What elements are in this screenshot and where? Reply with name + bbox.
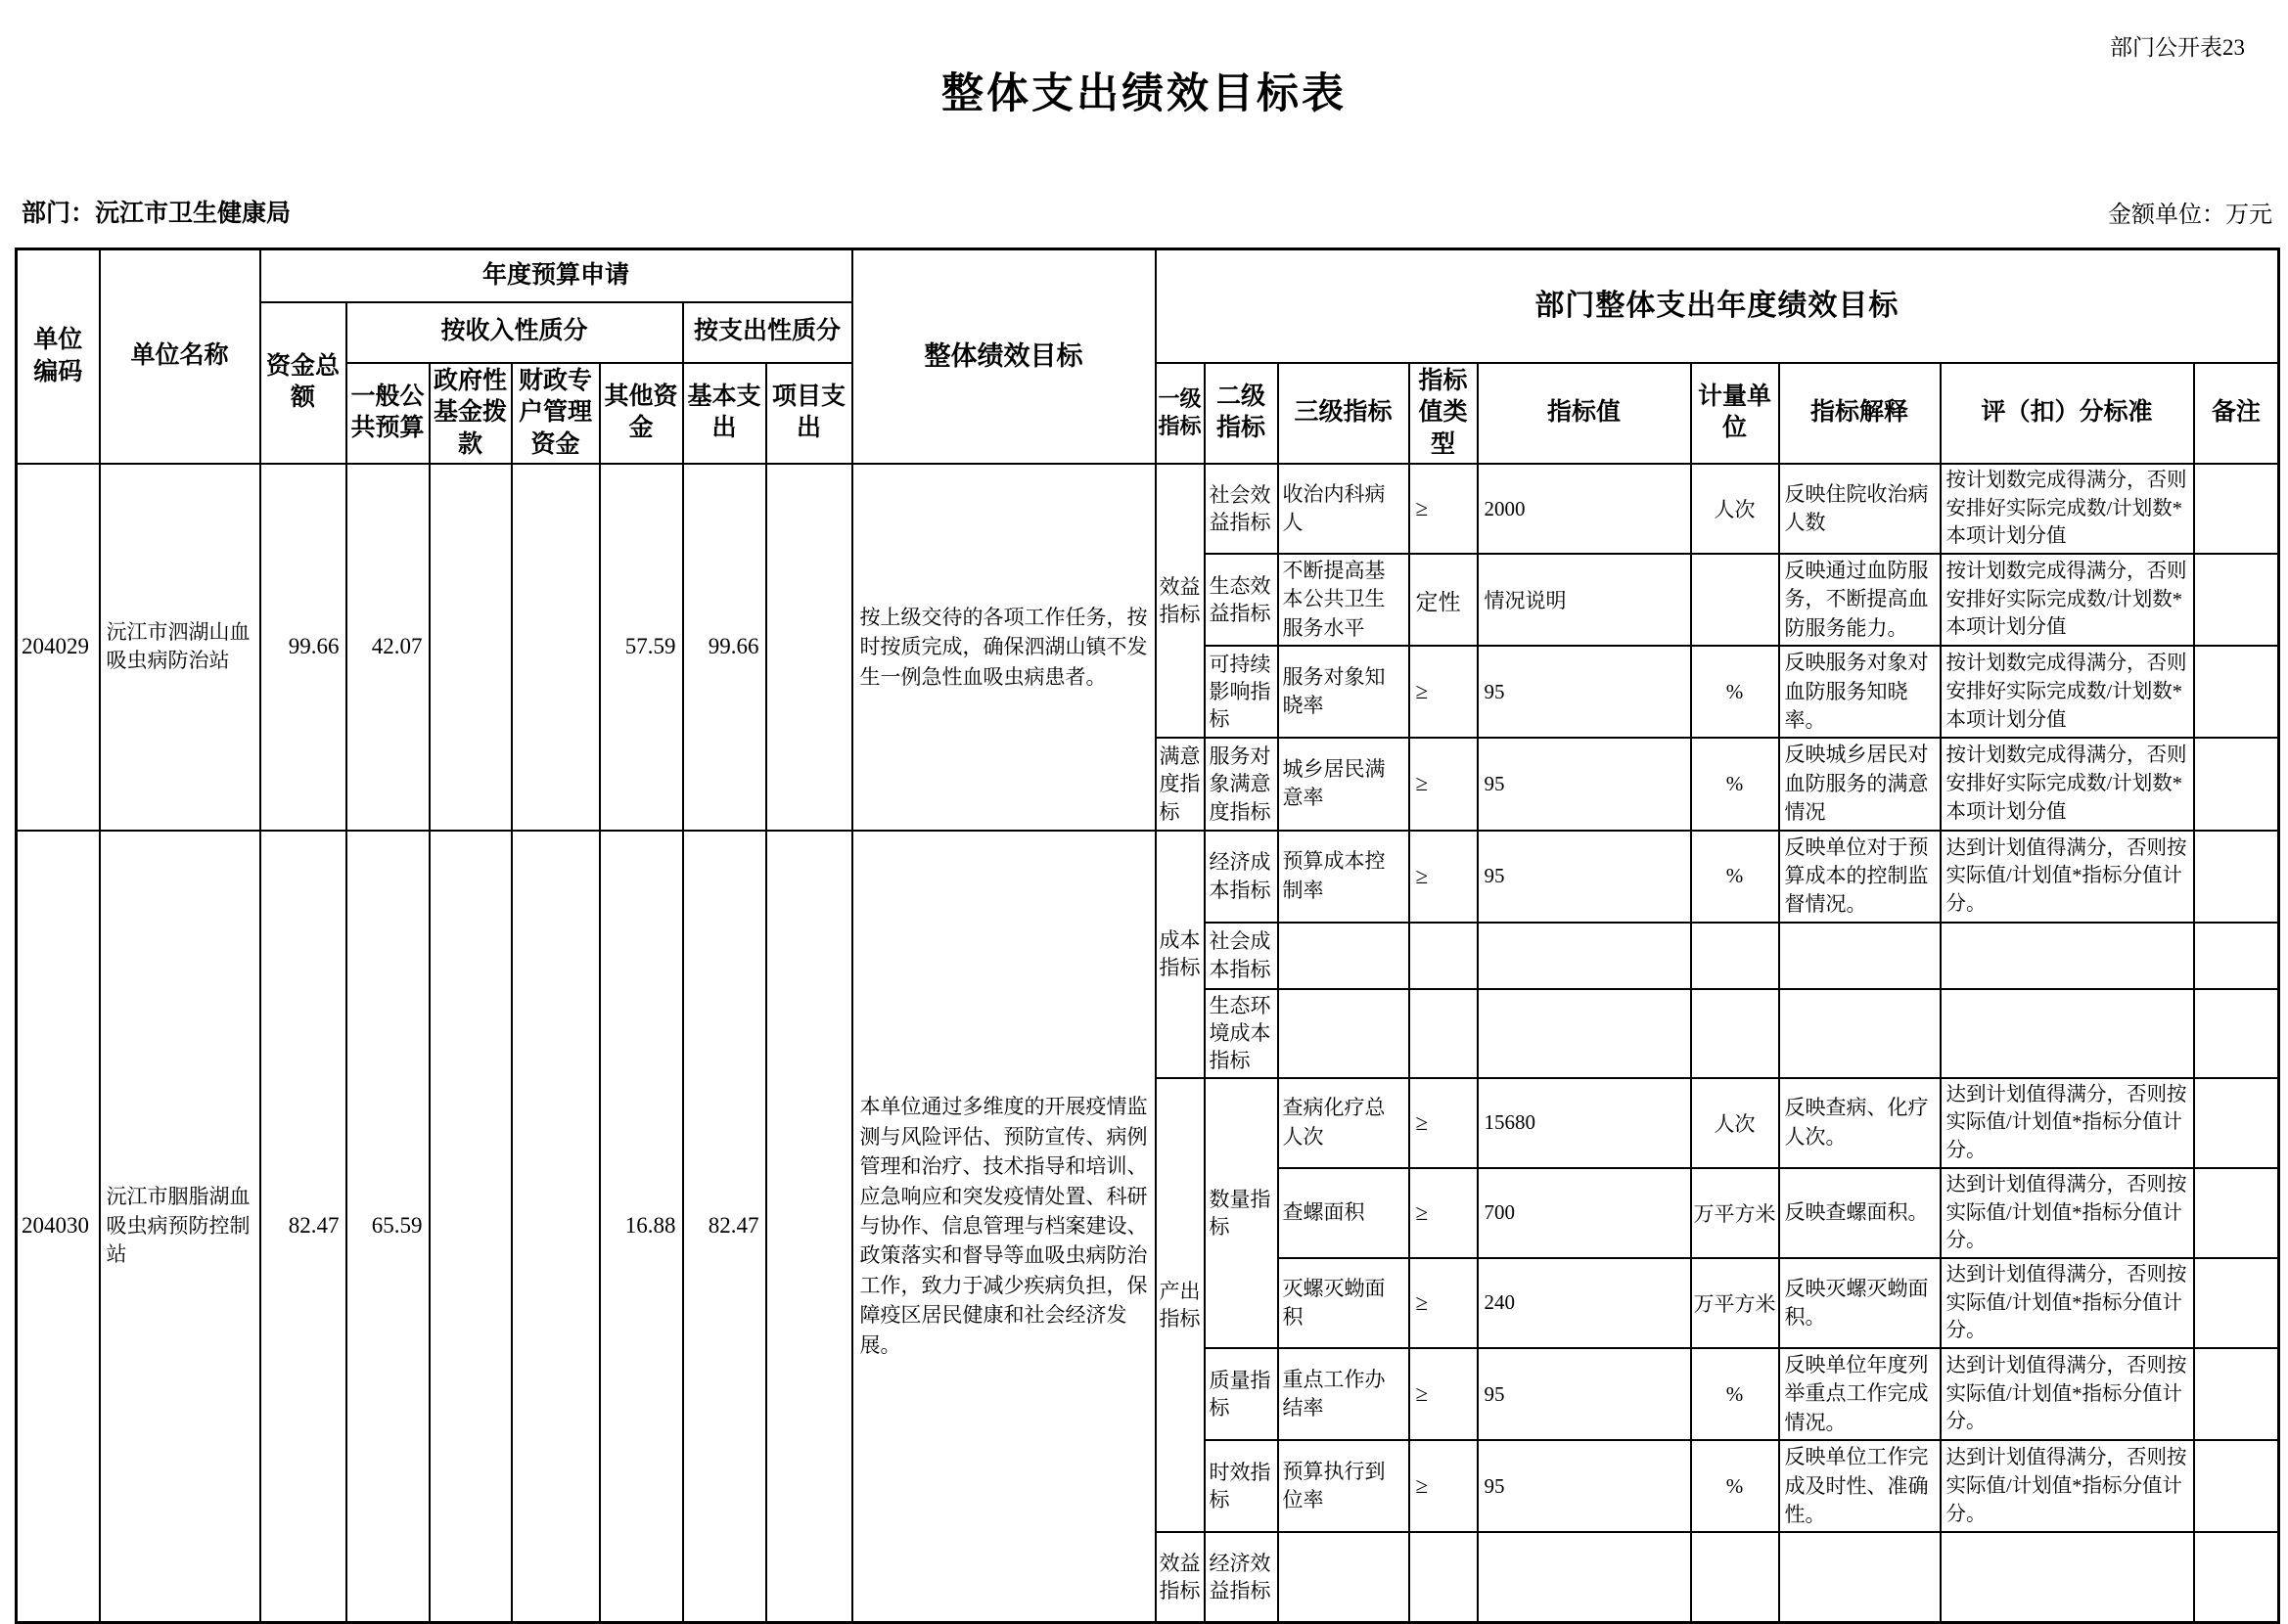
unit1-r1-level2: 社会效益指标	[1205, 464, 1278, 554]
unit1-r1-remark	[2194, 464, 2279, 554]
unit2-r4-remark	[2194, 1078, 2279, 1168]
unit1-r3-value: 95	[1478, 646, 1691, 738]
unit1-level1-satisfaction-cell: 满意度指标	[1156, 738, 1205, 830]
unit2-r6-value-type: ≥	[1409, 1258, 1478, 1348]
performance-target-table	[15, 248, 2280, 1624]
unit2-r9-explanation	[1779, 1532, 1941, 1622]
unit2-r5-scoring: 达到计划值得满分，否则按实际值/计划值*指标分值计分。	[1941, 1168, 2194, 1258]
unit1-total-cell: 99.66	[260, 464, 346, 831]
header-explanation: 指标解释	[1779, 363, 1941, 465]
unit2-r3-remark	[2194, 989, 2279, 1078]
unit2-r8-value-type: ≥	[1409, 1440, 1478, 1532]
unit1-code-cell: 204029	[17, 464, 100, 831]
header-unit-code: 单位编码	[17, 249, 100, 465]
unit1-fiscal-account-cell	[512, 464, 600, 831]
unit2-r4-level3: 查病化疗总人次	[1278, 1078, 1409, 1168]
unit1-r2-unit	[1691, 554, 1779, 646]
unit2-r2-remark	[2194, 923, 2279, 989]
unit2-r9-value-type	[1409, 1532, 1478, 1622]
header-fiscal-account: 财政专户管理资金	[512, 363, 600, 465]
unit1-general-public-cell: 42.07	[346, 464, 430, 831]
header-by-income: 按收入性质分	[346, 302, 683, 363]
unit1-other-cell: 57.59	[600, 464, 683, 831]
unit2-r4-explanation: 反映查病、化疗人次。	[1779, 1078, 1941, 1168]
unit2-r9-unit	[1691, 1532, 1779, 1622]
unit2-project-cell	[766, 831, 852, 1623]
unit1-r1-value: 2000	[1478, 464, 1691, 554]
unit1-r3-value-type: ≥	[1409, 646, 1478, 738]
unit2-r3-unit	[1691, 989, 1779, 1078]
unit2-r2-value	[1478, 923, 1691, 989]
unit1-r4-remark	[2194, 738, 2279, 830]
header-unit-name: 单位名称	[100, 249, 260, 465]
unit2-r2-level3	[1278, 923, 1409, 989]
unit2-r7-level3: 重点工作办结率	[1278, 1348, 1409, 1440]
unit2-r1-value-type: ≥	[1409, 831, 1478, 923]
header-general-public-budget: 一般公共预算	[346, 363, 430, 465]
unit2-basic-cell: 82.47	[683, 831, 766, 1623]
unit1-r3-scoring: 按计划数完成得满分，否则安排好实际完成数/计划数*本项计划分值	[1941, 646, 2194, 738]
unit2-r7-explanation: 反映单位年度列举重点工作完成情况。	[1779, 1348, 1941, 1440]
unit1-r4-unit: %	[1691, 738, 1779, 830]
meta-line	[22, 194, 2272, 229]
unit2-r9-value	[1478, 1532, 1691, 1622]
unit2-r3-scoring	[1941, 989, 2194, 1078]
unit2-r8-scoring: 达到计划值得满分，否则按实际值/计划值*指标分值计分。	[1941, 1440, 2194, 1532]
unit2-r1-unit: %	[1691, 831, 1779, 923]
unit2-r9-level2: 经济效益指标	[1205, 1532, 1278, 1622]
unit1-name-cell: 沅江市泗湖山血吸虫病防治站	[100, 464, 260, 831]
unit1-gov-fund-cell	[430, 464, 512, 831]
header-by-expenditure: 按支出性质分	[683, 302, 852, 363]
unit2-r6-explanation: 反映灭螺灭蚴面积。	[1779, 1258, 1941, 1348]
unit2-r5-explanation: 反映查螺面积。	[1779, 1168, 1941, 1258]
unit1-r3-level2: 可持续影响指标	[1205, 646, 1278, 738]
doc-number-label: 部门公开表23	[2110, 35, 2245, 60]
unit2-r6-value: 240	[1478, 1258, 1691, 1348]
unit2-r8-level3: 预算执行到位率	[1278, 1440, 1409, 1532]
unit2-r5-value: 700	[1478, 1168, 1691, 1258]
unit1-r1-explanation: 反映住院收治病人数	[1779, 464, 1941, 554]
unit1-r1-value-type: ≥	[1409, 464, 1478, 554]
unit2-level1-cost-cell: 成本指标	[1156, 831, 1205, 1078]
header-total-funds: 资金总额	[260, 302, 346, 465]
unit2-code-cell: 204030	[17, 831, 100, 1623]
header-value: 指标值	[1478, 363, 1691, 465]
unit2-r8-remark	[2194, 1440, 2279, 1532]
unit2-r3-value-type	[1409, 989, 1478, 1078]
unit2-r5-value-type: ≥	[1409, 1168, 1478, 1258]
unit2-r7-level2: 质量指标	[1205, 1348, 1278, 1440]
unit2-overall-target-cell: 本单位通过多维度的开展疫情监测与风险评估、预防宣传、病例管理和治疗、技术指导和培训、应急响应和突发疫情处置、科研与协作、信息管理与档案建设、政策落实和督导等血吸虫病防治工作，致力于减少疾病负担，保障疫区居民健康和社会经济发展。	[852, 831, 1156, 1623]
page-title: 整体支出绩效目标表	[941, 71, 1347, 117]
unit1-r2-value-type: 定性	[1409, 554, 1478, 646]
unit2-r6-level3: 灭螺灭蚴面积	[1278, 1258, 1409, 1348]
unit2-r8-level2: 时效指标	[1205, 1440, 1278, 1532]
header-remark: 备注	[2194, 363, 2279, 465]
header-dept-annual-target: 部门整体支出年度绩效目标	[1156, 249, 2279, 363]
unit1-r2-level2: 生态效益指标	[1205, 554, 1278, 646]
unit2-r7-scoring: 达到计划值得满分，否则按实际值/计划值*指标分值计分。	[1941, 1348, 2194, 1440]
unit2-level2-quantity-cell: 数量指标	[1205, 1078, 1278, 1348]
unit2-r1-level2: 经济成本指标	[1205, 831, 1278, 923]
unit2-other-cell: 16.88	[600, 831, 683, 1623]
unit1-r3-level3: 服务对象知晓率	[1278, 646, 1409, 738]
unit2-gov-fund-cell	[430, 831, 512, 1623]
unit2-total-cell: 82.47	[260, 831, 346, 1623]
unit1-project-cell	[766, 464, 852, 831]
header-measure-unit: 计量单位	[1691, 363, 1779, 465]
unit2-r6-scoring: 达到计划值得满分，否则按实际值/计划值*指标分值计分。	[1941, 1258, 2194, 1348]
unit2-r4-value-type: ≥	[1409, 1078, 1478, 1168]
unit2-r2-value-type	[1409, 923, 1478, 989]
unit2-r1-remark	[2194, 831, 2279, 923]
unit2-r5-level3: 查螺面积	[1278, 1168, 1409, 1258]
unit2-r2-scoring	[1941, 923, 2194, 989]
department-label: 部门：沅江市卫生健康局	[22, 201, 292, 227]
unit2-r1-value: 95	[1478, 831, 1691, 923]
unit1-r1-scoring: 按计划数完成得满分，否则安排好实际完成数/计划数*本项计划分值	[1941, 464, 2194, 554]
unit2-r5-unit: 万平方米	[1691, 1168, 1779, 1258]
unit2-r3-level2: 生态环境成本指标	[1205, 989, 1278, 1078]
unit2-r2-explanation	[1779, 923, 1941, 989]
header-level2: 二级指标	[1205, 363, 1278, 465]
unit1-r1-level3: 收治内科病人	[1278, 464, 1409, 554]
unit2-level1-output-cell: 产出指标	[1156, 1078, 1205, 1533]
amount-unit-label: 金额单位：万元	[2108, 203, 2272, 228]
unit2-r9-scoring	[1941, 1532, 2194, 1622]
unit2-fiscal-account-cell	[512, 831, 600, 1623]
unit1-r2-explanation: 反映通过血防服务，不断提高血防服务能力。	[1779, 554, 1941, 646]
header-other-funds: 其他资金	[600, 363, 683, 465]
unit2-r8-value: 95	[1478, 1440, 1691, 1532]
unit1-r4-value-type: ≥	[1409, 738, 1478, 830]
unit1-r4-value: 95	[1478, 738, 1691, 830]
unit2-general-public-cell: 65.59	[346, 831, 430, 1623]
unit1-level1-benefit-cell: 效益指标	[1156, 464, 1205, 738]
unit2-r1-level3: 预算成本控制率	[1278, 831, 1409, 923]
unit1-r2-scoring: 按计划数完成得满分，否则安排好实际完成数/计划数*本项计划分值	[1941, 554, 2194, 646]
unit2-r4-scoring: 达到计划值得满分，否则按实际值/计划值*指标分值计分。	[1941, 1078, 2194, 1168]
unit2-r6-remark	[2194, 1258, 2279, 1348]
header-annual-budget: 年度预算申请	[260, 249, 852, 302]
unit2-r3-explanation	[1779, 989, 1941, 1078]
unit2-r1-explanation: 反映单位对于预算成本的控制监督情况。	[1779, 831, 1941, 923]
unit2-r8-unit: %	[1691, 1440, 1779, 1532]
unit2-r4-unit: 人次	[1691, 1078, 1779, 1168]
unit2-r1-scoring: 达到计划值得满分，否则按实际值/计划值*指标分值计分。	[1941, 831, 2194, 923]
header-level1: 一级指标	[1156, 363, 1205, 465]
unit1-r4-level2: 服务对象满意度指标	[1205, 738, 1278, 830]
unit1-r2-level3: 不断提高基本公共卫生服务水平	[1278, 554, 1409, 646]
unit1-r4-explanation: 反映城乡居民对血防服务的满意情况	[1779, 738, 1941, 830]
unit1-r4-scoring: 按计划数完成得满分，否则安排好实际完成数/计划数*本项计划分值	[1941, 738, 2194, 830]
unit1-r2-value: 情况说明	[1478, 554, 1691, 646]
unit2-r8-explanation: 反映单位工作完成及时性、准确性。	[1779, 1440, 1941, 1532]
unit2-r7-unit: %	[1691, 1348, 1779, 1440]
header-level3: 三级指标	[1278, 363, 1409, 465]
unit1-overall-target-cell: 按上级交待的各项工作任务，按时按质完成，确保泗湖山镇不发生一例急性血吸虫病患者。	[852, 464, 1156, 831]
header-overall-target: 整体绩效目标	[852, 249, 1156, 465]
unit2-r6-unit: 万平方米	[1691, 1258, 1779, 1348]
unit1-r1-unit: 人次	[1691, 464, 1779, 554]
unit1-r3-unit: %	[1691, 646, 1779, 738]
unit2-r9-level3	[1278, 1532, 1409, 1622]
unit1-basic-cell: 99.66	[683, 464, 766, 831]
header-gov-fund: 政府性基金拨款	[430, 363, 512, 465]
unit2-r5-remark	[2194, 1168, 2279, 1258]
unit2-r9-remark	[2194, 1532, 2279, 1622]
unit2-name-cell: 沅江市胭脂湖血吸虫病预防控制站	[100, 831, 260, 1623]
header-value-type: 指标值类型	[1409, 363, 1478, 465]
unit2-r7-remark	[2194, 1348, 2279, 1440]
header-project-expenditure: 项目支出	[766, 363, 852, 465]
unit2-r2-unit	[1691, 923, 1779, 989]
unit2-r3-level3	[1278, 989, 1409, 1078]
unit1-r3-remark	[2194, 646, 2279, 738]
unit2-r7-value-type: ≥	[1409, 1348, 1478, 1440]
unit1-r2-remark	[2194, 554, 2279, 646]
unit2-r3-value	[1478, 989, 1691, 1078]
unit1-r4-level3: 城乡居民满意率	[1278, 738, 1409, 830]
unit2-r4-value: 15680	[1478, 1078, 1691, 1168]
unit1-r3-explanation: 反映服务对象对血防服务知晓率。	[1779, 646, 1941, 738]
header-scoring: 评（扣）分标准	[1941, 363, 2194, 465]
unit2-level1-benefit-cell: 效益指标	[1156, 1532, 1205, 1622]
header-basic-expenditure: 基本支出	[683, 363, 766, 465]
unit2-r7-value: 95	[1478, 1348, 1691, 1440]
unit2-r2-level2: 社会成本指标	[1205, 923, 1278, 989]
